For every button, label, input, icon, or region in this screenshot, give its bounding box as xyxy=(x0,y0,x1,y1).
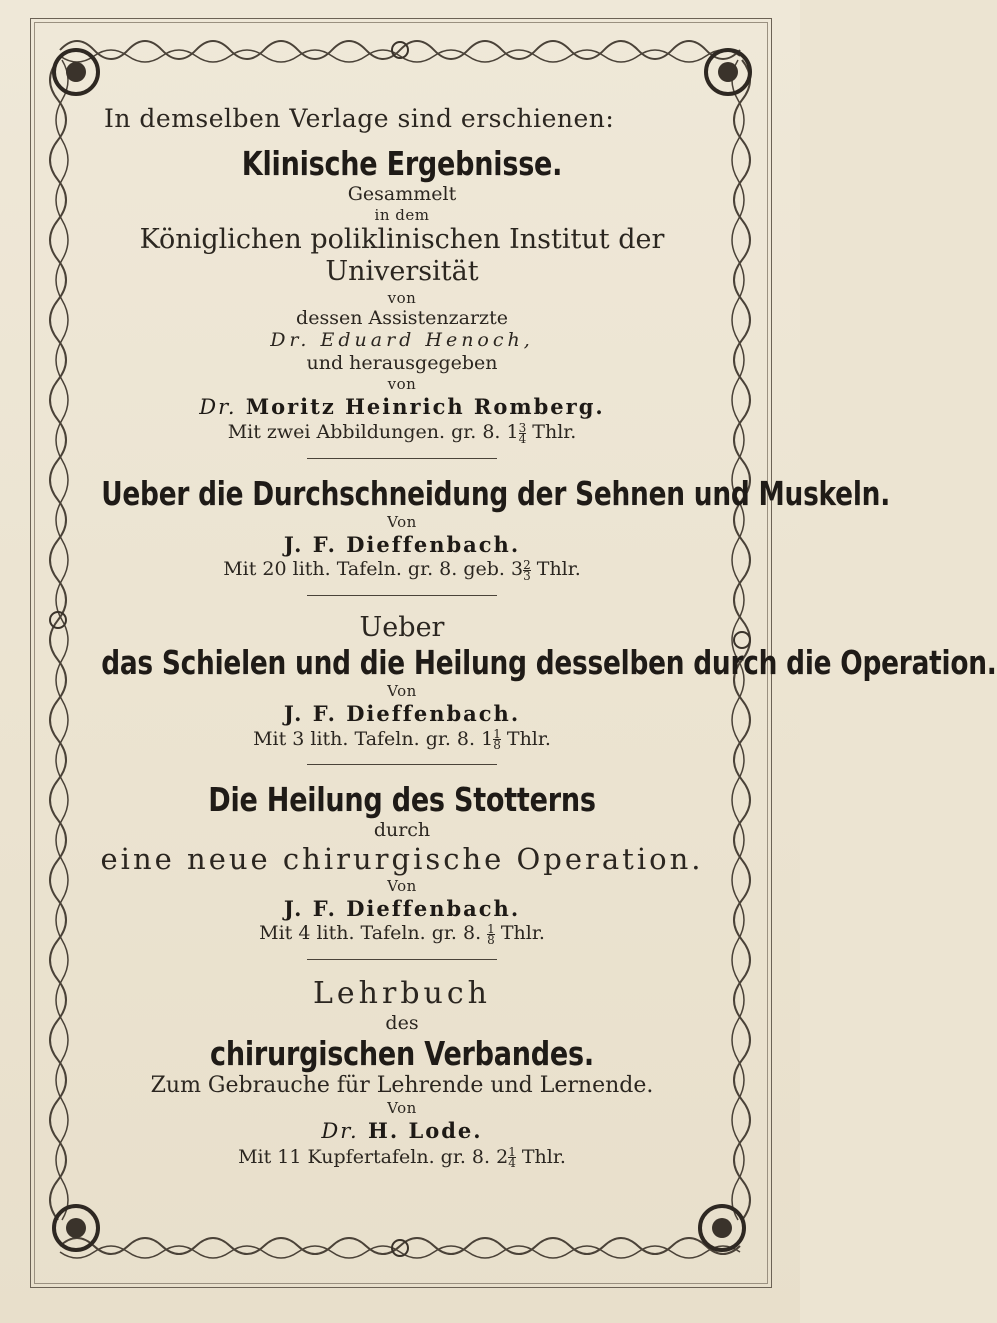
book-details xyxy=(96,728,708,751)
fraction-denominator: 4 xyxy=(508,1156,516,1170)
book-subtitle: eine neue chirurgische Operation. xyxy=(100,842,704,877)
price-unit: Thlr. xyxy=(521,1145,566,1168)
author-name: H. Lode. xyxy=(367,1118,483,1144)
book-entry xyxy=(96,976,708,1168)
book-author: J. F. Dieffenbach. xyxy=(283,701,521,727)
fraction-denominator: 4 xyxy=(518,431,527,446)
details-text: Mit 4 lith. Tafeln. gr. 8. xyxy=(259,922,482,945)
corner-ornament-icon xyxy=(690,1196,754,1260)
book-details xyxy=(96,1146,708,1169)
author-prefix: Dr. xyxy=(199,394,237,419)
ornament-border-top xyxy=(60,30,740,68)
price-fraction xyxy=(523,557,531,583)
book-line: und herausgegeben xyxy=(306,352,498,375)
book-details xyxy=(96,421,708,444)
book-line: dessen Assistenzarzte xyxy=(296,306,508,329)
intro-heading: In demselben Verlage sind erschienen: xyxy=(104,104,615,133)
price-unit: Thlr. xyxy=(532,421,577,444)
book-line: von xyxy=(387,288,417,307)
details-text: Mit 3 lith. Tafeln. gr. 8. xyxy=(253,727,476,750)
fraction-denominator: 3 xyxy=(523,568,531,583)
book-by: Von xyxy=(387,682,417,701)
price-unit: Thlr. xyxy=(506,727,551,750)
book-author: J. F. Dieffenbach. xyxy=(283,531,521,557)
book-pre-title: Lehrbuch xyxy=(313,976,491,1012)
ornament-border-left xyxy=(40,60,76,1240)
book-line: Dr. Eduard Henoch, xyxy=(270,329,534,352)
book-details xyxy=(96,922,708,945)
book-title: das Schielen und die Heilung desselben durch die Operation. xyxy=(101,643,997,683)
fraction-numerator: 1 xyxy=(493,727,501,742)
author-name: Moritz Heinrich Romberg. xyxy=(245,393,605,419)
fraction-denominator: 8 xyxy=(487,932,495,947)
separator-rule xyxy=(307,764,497,765)
book-line: durch xyxy=(373,819,431,842)
book-details xyxy=(96,558,708,581)
price-whole: 3 xyxy=(510,558,524,581)
book-author xyxy=(96,1117,708,1145)
book-entry xyxy=(96,145,708,444)
price-fraction xyxy=(487,921,495,947)
price-unit: Thlr. xyxy=(536,558,581,581)
author-prefix: Dr. xyxy=(321,1119,359,1144)
details-text: Mit 11 Kupfertafeln. gr. 8. xyxy=(238,1145,491,1168)
fraction-numerator: 1 xyxy=(508,1145,516,1159)
book-title: Die Heilung des Stotterns xyxy=(208,780,596,820)
book-title: Klinische Ergebnisse. xyxy=(241,144,563,183)
book-author: J. F. Dieffenbach. xyxy=(283,895,521,921)
book-pre-title: Ueber xyxy=(359,612,445,644)
book-line: von xyxy=(387,374,417,393)
book-entry xyxy=(96,474,890,583)
details-text: Mit 20 lith. Tafeln. gr. 8. geb. xyxy=(223,558,505,581)
book-by: Von xyxy=(387,1099,417,1118)
book-entry xyxy=(96,612,997,753)
book-entry xyxy=(96,781,708,945)
price-fraction xyxy=(518,420,527,446)
book-line: Gesammelt xyxy=(347,182,457,205)
advertisement-content xyxy=(96,92,997,1170)
book-title: chirurgischen Verbandes. xyxy=(210,1033,594,1073)
fraction-numerator: 1 xyxy=(487,921,495,936)
details-text: Mit zwei Abbildungen. gr. 8. xyxy=(227,421,501,444)
book-by: Von xyxy=(387,512,417,531)
price-whole: 1 xyxy=(481,727,494,750)
price-whole: 2 xyxy=(496,1145,509,1168)
price-fraction xyxy=(508,1147,516,1168)
book-line: des xyxy=(385,1012,419,1035)
price-unit: Thlr. xyxy=(500,922,545,945)
book-line: in dem xyxy=(374,205,430,224)
book-title: Ueber die Durchschneidung der Sehnen und Muskeln. xyxy=(101,474,890,513)
book-author xyxy=(96,393,708,421)
book-subtitle: Zum Gebrauche für Lehrende und Lernende. xyxy=(150,1072,654,1098)
corner-ornament-icon xyxy=(44,1196,108,1260)
book-by: Von xyxy=(387,876,417,895)
price-fraction xyxy=(493,727,501,753)
price-whole: 1 xyxy=(506,421,519,444)
fraction-numerator: 3 xyxy=(518,420,527,435)
fraction-denominator: 8 xyxy=(493,738,501,753)
fraction-numerator: 2 xyxy=(523,557,531,572)
separator-rule xyxy=(307,458,497,459)
separator-rule xyxy=(307,595,497,596)
separator-rule xyxy=(307,959,497,960)
ornament-border-bottom xyxy=(60,1228,740,1266)
book-line: Königlichen poliklinischen Institut der Universität xyxy=(139,223,665,288)
